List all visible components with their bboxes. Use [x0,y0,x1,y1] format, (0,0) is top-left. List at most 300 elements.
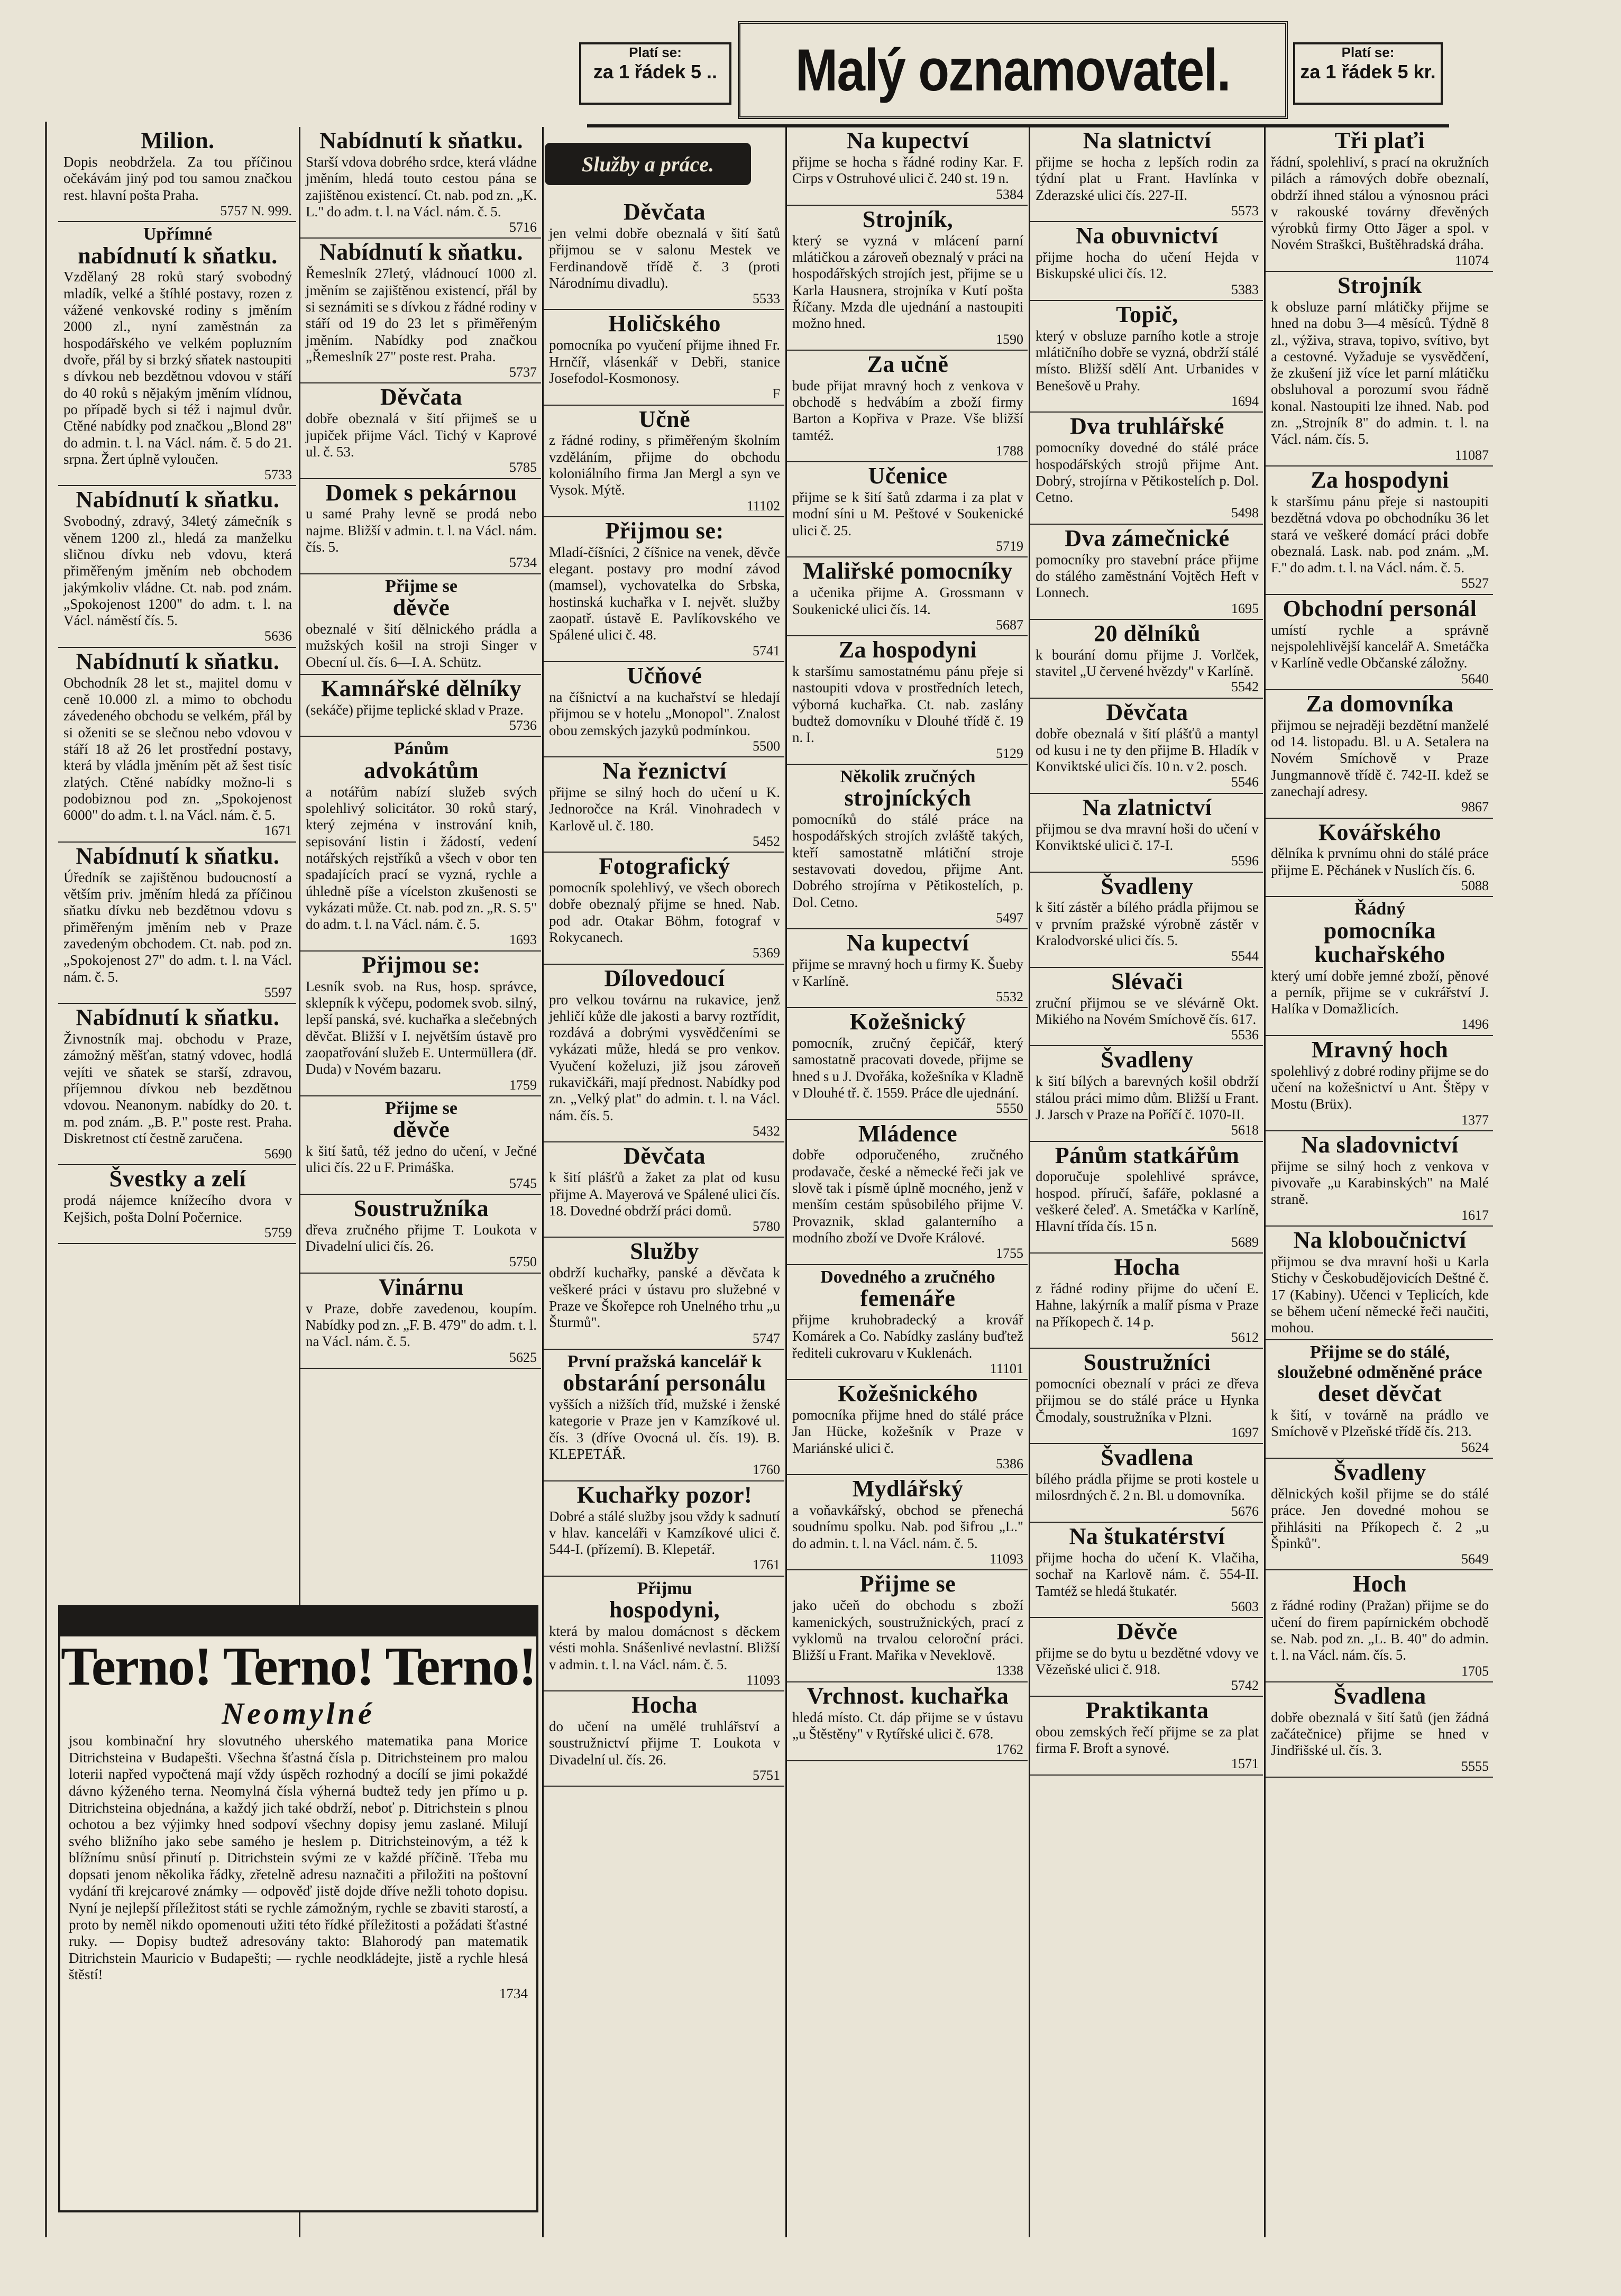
ad-heading: Nabídnutí k sňatku. [76,487,280,513]
classified-ad [1030,301,1263,413]
ad-heading: Na obuvnictví [1076,223,1219,249]
ad-heading: Kožešnického [837,1380,978,1407]
terno-body: jsou kombinační hry slovutného uherského matematika pana Morice Ditrichsteina v Budapešti. Všechna šťastná čísla p. Ditrichsteinem pro malou loterii napřed vypočtená mají vždy úspěch rozhodný a docílí se jimi pokaždé dávno kýženého terna. Neomylná čísla výherná budtež tedy jen přímo u p. Ditrichsteina objednána, a každý jich také obdrží, neboť p. Ditrichstein s plnou ochotou a bez výjimky hned sodpoví všechny dopisy jemu zaslané. Milují svého bližního jako sebe samého je heslem p. Ditrichsteinovým, a též k blížnímu snůsí přinutí p. Ditrichstein svými ze v každé příčině. Třeba mu dopsati jenom několika řádky, zřetelně adresu naznačiti a přiložiti na poštovní vydání tři krejcarové známky — odpověď jistě dojde dříve nežli tohoto dopisu. Nyní je nejlepší příležitost státi se rychle zámožným, rychle se zbaviti starostí, a proto by neměl nikdo opomenouti užiti této řídké příležitosti a požádati šťastné ruky. — Dopisy budtež adresovány takto: Blahorodý pan matematik Ditrichstein Mauricio v Budapešti; — rychle neodkládejte, jistě a rychle hlesá štěstí! [69,1733,528,1983]
classified-ad [58,1004,296,1165]
classified-ad [1266,1459,1493,1570]
ad-body: Vzdělaný 28 roků starý svobodný mladík, velké a štíhlé postavy, rozen z vážené venkovské rodiny s jměním 2000 zl., nyní zaměstnán za hospodářského ve velkém popluzním dvoře, přál by si brzký sňatek nastoupiti s dívkou neb bezdětnou vdovou v stáří do 40 roků s nějakým jměním vlídnou, po případě bych si též i najmul dvůr. Ctěné nabídky pod značkou „Blond 28" do admin. t. l. na Václ. nám. č. 5 do 21. srpna. Žert úplně vyloučen. [63,269,292,467]
ad-body: z řádné rodiny (Pražan) přijme se do učení do firem papírnickém obchodě se. Nab. pod zn. „L. B. 40" do admin. t. l. na Václ. nám. čís. 5. [1271,1597,1489,1663]
classified-ad [787,206,1028,351]
classified-ad [1266,1036,1493,1131]
classified-ad [1266,819,1493,898]
ad-heading: obstarání personálu [563,1370,766,1396]
ad-heading: Mydlářský [852,1476,964,1502]
ad-body: která by malou domácnost s děckem vésti mohla. Snášenlivé nevlastní. Bližší v admin. t. l. na Václ. nám. č. 5. [549,1623,780,1672]
classified-ad [787,351,1028,462]
classified-ad [300,1274,541,1369]
ad-body: z řádné rodiny, s přiměřeným školním vzděláním, přijme do obchodu koloniálního firma Jan Mergl a syn ve Vysok. Mýtě. [549,432,780,498]
ad-number: 5750 [509,1254,537,1270]
ad-body: obou zemských řečí přijme se za plat firma F. Broft a synové. [1036,1723,1259,1757]
ad-number: 1760 [753,1462,780,1478]
ad-number: 5780 [753,1219,780,1234]
ad-number: 5736 [509,718,537,734]
ad-number: 5386 [996,1456,1023,1471]
ad-number: 5757 N. 999. [220,203,292,218]
ad-heading: Holičského [608,310,721,337]
ad-body: pomocníka po vyučení přijme ihned Fr. Hrnčíř, vlásenkář v Debři, stanice Josefodol-Kosmonosy. [549,337,780,386]
price-value: za 1 řádek 5 kr. [1300,61,1436,83]
ad-subheading: Upřímné [143,224,213,244]
classified-ad [1266,595,1493,690]
classified-ad [544,965,784,1143]
ad-number: 5640 [1461,671,1489,687]
ad-body: obeznalé v šití dělnického prádla a mužských košil na stroji Singer v Obecní ul. čís. 6—I. A. Schütz. [306,620,537,670]
ad-number: 5527 [1461,575,1489,591]
ad-number: 1697 [1231,1424,1259,1440]
ad-body: přijme se k šití šatů zdarma i za plat v modní síni u M. Peštové v Soukenické ulici č. 25. [792,489,1023,538]
ad-number: 5785 [509,460,537,475]
ad-number: 1617 [1461,1207,1489,1223]
ad-body: pomocníky dovedné do stálé práce hospodářských strojů přijme Ant. Dobrý, strojírna v Pětikostelích p. Dol. Cetno. [1036,440,1259,506]
ad-body: dobře odporučeného, zručného prodavače, české a německé řeči jak ve slově tak i písmě úplně mocného, jenž v menším cestám spůsobilého přijme V. Provaznik, sklad galanterního a modního zboží ve Dvoře Králové. [792,1147,1023,1246]
classified-ad [1030,1142,1263,1254]
ad-body: a učenika přijme A. Grossmann v Soukenické ulici čís. 14. [792,584,1023,617]
ad-body: Živnostník maj. obchodu v Praze, zámožný měšťan, statný vdovec, hodlá vejíti ve sňatek se starší, zdravou, příjemnou dívkou neb bezdětnou vdovou. Neanonym. nabídky do 20. t. m. pod znám. „B. P." poste rest. Praha. Diskretnost ctí čestně zaručena. [63,1031,292,1146]
ad-body: hledá místo. Ct. dáp přijme se v ústavu „u Štěstěny" v Rytířské ulici č. 678. [792,1709,1023,1742]
ad-heading: Fotografický [599,853,730,880]
ad-body: doporučuje spolehlivé správce, hospod. příručí, šafáře, poklasné a veškeré čeleď. A. Smetáčka v Karlíně, Hlavní třída čís. 15 n. [1036,1168,1259,1234]
ad-number: 5733 [264,467,292,483]
column-5 [1029,127,1263,2237]
terno-subtitle: Neomylné [222,1696,375,1731]
ad-body: přijmou se dva mravní hoši do učení v Konviktské ulici č. 17-I. [1036,820,1259,853]
ad-subheading: Několik zručných [840,766,976,786]
ad-number: 1377 [1461,1112,1489,1128]
ad-body: bílého prádla přijme se proti kostele u milosrdných č. 2 n. Bl. u domovníka. [1036,1471,1259,1504]
classified-ad [544,853,784,964]
ad-heading: Pánům statkářům [1055,1142,1240,1168]
ad-body: k staršímu pánu přeje si nastoupiti bezdětná vdova po obchodníku 36 let stará ve veškeré domácí práci dobře obeznalá. Lask. nab. pod znám. „M. F." do adm. t. l. na Václ. nám. č. 5. [1271,493,1489,576]
classified-ad [544,198,784,310]
ad-heading: Švadleny [1101,1047,1194,1073]
ad-body: přijme se silný hoch z venkova v pivovaře „u Karabinských" na Malé straně. [1271,1158,1489,1208]
ad-subheading: Přijme se [385,1098,457,1118]
ad-heading: Vrchnost. kuchařka [807,1682,1009,1709]
ad-heading: Mravný hoch [1311,1036,1449,1063]
ad-heading: Hocha [631,1692,698,1718]
classified-ad [300,675,541,737]
ad-body: k šití plášťů a žaket za plat od kusu přijme A. Mayerová ve Spálené ulici čís. 18. Dovedné obdrží práci domů. [549,1169,780,1219]
ad-number: 5596 [1231,853,1259,869]
ad-heading: Soustružníka [353,1195,489,1221]
ad-number: 5129 [996,745,1023,761]
price-value: za 1 řádek 5 .. [593,61,718,83]
classified-ad [1030,1618,1263,1697]
ad-heading: Na kupectví [846,930,969,956]
classified-ad [787,636,1028,765]
classified-ad [1266,1570,1493,1682]
classified-ad [544,1350,784,1481]
ad-number: 5533 [753,291,780,307]
ad-number: 1671 [264,823,292,839]
price-box-right [1293,42,1443,105]
ad-body: pomocníků do stálé práce na hospodářských strojích zvláště takých, kteří samostatně mlátiční stroje sestavovati dovedou, přijme Ant. Dobrého strojírna v Pětikostelích, p. Dol. Cetno. [792,811,1023,910]
ad-heading: advokátům [363,757,479,783]
classified-ad [300,239,541,383]
ad-number: 5452 [753,833,780,849]
ad-subheading: Přijme se [385,576,457,596]
ad-number: 9867 [1461,799,1489,815]
ad-number: 5716 [509,219,537,235]
ad-body: Svobodný, zdravý, 34letý zámečník s věnem 1200 zl., hledá za manželku sličnou dívku neb vdovu, která přiměřeným jměním neb obchodem jakýmkoliv vládne. Ct. nab. pod znám. „Spokojenost 1200" do adm. t. l. na Václ. náměstí čís. 5. [63,513,292,629]
classified-ad [300,1096,541,1195]
classified-ad [787,929,1028,1008]
ad-number: 5369 [753,945,780,961]
ad-number: 1496 [1461,1017,1489,1032]
ad-heading: Na slatnictví [1083,127,1212,153]
ad-heading: Na kloboučnictví [1293,1227,1467,1253]
ad-heading: Na štukatérství [1069,1523,1225,1550]
ad-number: 5612 [1231,1329,1259,1345]
ad-heading: Na kupectví [846,127,969,153]
ad-number: 5603 [1231,1598,1259,1614]
ad-heading: Nabídnutí k sňatku. [76,1004,280,1031]
ad-number: 5597 [264,984,292,1000]
ad-heading: Hoch [1352,1571,1407,1597]
column-1 [58,127,296,1597]
ad-number: 1693 [509,932,537,948]
ad-heading: Děvčata [624,199,706,225]
classified-ad [1030,413,1263,524]
ad-body: dělnických košil přijme se do stálé práce. Jen dovedné mohou se přihlásiti na Příkopech č. 2 „u Špinků". [1271,1485,1489,1551]
ad-body: dřeva zručného přijme T. Loukota v Divadelní ulici čís. 26. [306,1221,537,1255]
ad-heading: Vinárnu [379,1274,464,1300]
ad-heading: Švadleny [1101,873,1194,899]
ad-heading: Hocha [1114,1254,1180,1280]
ad-number: 5544 [1231,948,1259,964]
ad-number: 5573 [1231,203,1259,218]
classified-ad [1266,897,1493,1036]
ad-number: F [772,386,780,402]
classified-ad [1030,525,1263,620]
ad-heading: Za domovníka [1306,690,1454,717]
ad-number: 5747 [753,1330,780,1346]
ad-number: 1571 [1231,1756,1259,1772]
classified-ad [1030,794,1263,873]
ad-body: prodá nájemce knížecího dvora v Kejšich, pošta Dolní Počernice. [63,1192,292,1225]
classified-ad [544,1481,784,1577]
ad-body: přijme se do bytu u bezdětné vdovy ve Vězeňské ulici č. 918. [1036,1645,1259,1678]
classified-ad [58,222,296,486]
classified-ad [787,557,1028,636]
classified-ad [1266,466,1493,595]
ad-body: z řádné rodiny přijme do učení E. Hahne, lakýrník a malíř písma v Praze na Příkopech č. 14 p. [1036,1280,1259,1330]
ad-body: pomocníky pro stavební práce přijme do stálého zaměstnání Vojtěch Heft v Lonnech. [1036,551,1259,601]
ad-body: k šití zástěr a bílého prádla přijmou se v prvním pražské výrobně zástěr v Kralodvorské ulici čís. 5. [1036,899,1259,949]
classified-ad [1266,1131,1493,1227]
price-box-left [579,42,731,105]
ad-number: 5751 [753,1768,780,1783]
ad-heading: Soustružníci [1083,1349,1211,1376]
masthead [579,21,1441,119]
ad-number: 1705 [1461,1663,1489,1679]
ad-number: 5500 [753,738,780,754]
ad-heading: Přijmou se: [362,952,481,978]
classified-ad [1030,1697,1263,1776]
ad-heading: Topič, [1116,301,1178,327]
classified-ad [1030,1349,1263,1444]
ad-body: Mladí-číšníci, 2 číšnice na venek, děvče elegant. postavy pro modní závod (mamsel), vychovatelka do Srbska, hostinská kuchařka v I. největ. služby zaopatř. ústavě E. Pavlíkovského ve Spálené ulici č. 48. [549,544,780,643]
section-label: Služby a práce. [545,143,751,185]
ad-heading: Kamnářské dělníky [321,675,521,701]
column-6 [1264,127,1493,2237]
ad-number: 5536 [1231,1027,1259,1043]
page-title: Malý oznamovatel. [795,37,1230,103]
classified-ad [787,1120,1028,1265]
ad-heading: Děvčata [380,384,462,410]
ad-number: 5737 [509,364,537,380]
ad-body: přijmou se dva mravní hoši u Karla Stichy v Českobudějovicích Deštné č. 17 (Kabiny). Učenci v Teplicích, kde se během učení německé řeči naučiti, mohou. [1271,1253,1489,1336]
classified-ad [787,765,1028,929]
ad-heading: femenáře [860,1285,956,1311]
terno-band [60,1607,536,1636]
ad-number: 5649 [1461,1551,1489,1567]
ad-number: 5687 [996,617,1023,633]
ad-heading: děvče [392,594,450,621]
ad-heading: Švadlena [1333,1682,1426,1709]
classified-ad [1030,699,1263,794]
ad-body: k obsluze parní mlátičky přijme se hned na dobu 3—4 měsíců. Týdně 8 zl., výživa, strava, topivo, svítivo, byt a cestovné. Vyžaduje se vysvědčení, že zkušení již více let parní mlátičku obsluhoval a porozumí svou řádně konal. Nastoupiti lze ihned. Nab. pod zn. „Strojník 8" do admin. t. l. na Václ. nám. čís. 5. [1271,298,1489,447]
ad-heading: Obchodní personál [1283,595,1477,621]
ad-body: přijme kruhobradecký a krovář Komárek a Co. Nabídky zaslány buďtež řediteli cukrovaru v Kuklenách. [792,1311,1023,1361]
ad-heading: Nabídnutí k sňatku. [319,127,523,153]
ad-body: přijme se silný hoch do učení u K. Jednoročce na Král. Vinohradech v Karlově ul. č. 180. [549,784,780,834]
ad-body: řádní, spolehliví, s prací na okružních pilách a rámových dobře obeznalí, obdrží ihned stálou a výnosnou práci v rakouské továrny dřevěných výrobků firmy Otto Jäger a spol. v Novém Straškci, Buštěhradská dráha. [1271,153,1489,253]
ad-heading: Praktikanta [1085,1697,1209,1723]
page-left-border [45,122,47,2237]
classified-ad [1030,1254,1263,1349]
ad-number: 1338 [996,1663,1023,1679]
ad-body: v Praze, dobře zavedenou, koupím. Nabídky pod zn. „F. B. 479" do adm. t. l. na Václ. nám. č. 5. [306,1300,537,1350]
classified-ad [1030,1046,1263,1141]
ad-body: (sekáče) přijme teplické sklad v Praze. [306,701,524,718]
classified-ad [787,1380,1028,1475]
classifieds-page [58,127,1489,2237]
ad-subheading: Přijme se do stálé, sloužebné odměněné práce [1277,1342,1482,1382]
ad-heading: Švadleny [1333,1459,1426,1486]
ad-body: k šití, v továrně na prádlo ve Smíchově v Plzeňské třídě čís. 213. [1271,1407,1489,1440]
classified-ad [544,757,784,853]
classified-ad [1030,1523,1263,1618]
ad-body: přijme se mravný hoch u firmy K. Šueby v Karlíně. [792,956,1023,989]
ad-heading: Kuchařky pozor! [576,1481,753,1508]
ad-body: Obchodník 28 let st., majitel domu v ceně 10.000 zl. a mimo to obchodu závedeného obchodu se velkém, přál by si oženiti se se slečnou nebo vdovou v stáří 18 až 26 let prostřední postavy, která by vládla jměním pět až šest tisíc zlatých. Ctěné nabídky možno-li s podobiznou pod zn. „Spokojenost 6000" do adm. t. l. na Václ. nám. č. 5. [63,674,292,824]
classified-ad [544,1577,784,1692]
ad-body: u samé Prahy levně se prodá nebo najme. Bližší v admin. t. l. na Václ. nám. čís. 5. [306,506,537,555]
ad-heading: Přijme se [859,1571,956,1597]
classified-ad [544,1238,784,1349]
ad-body: dobře obeznalá v šití přijmeš se u jupiček přijme Václ. Tichý v Kaprové ul. č. 53. [306,410,537,460]
ad-body: který v obsluze parního kotle a stroje mlátičního dobře se vyzná, obdrží stálé místo. Bližší sdělí Ant. Urbanides v Benešově u Prahy. [1036,327,1259,394]
ad-heading: Dva zámečnické [1065,525,1230,551]
ad-heading: Učně [638,406,691,432]
ad-number: 1788 [996,443,1023,459]
ad-heading: Nabídnutí k sňatku. [319,239,523,266]
ad-heading: Mládence [858,1120,958,1147]
ad-heading: Děvče [1116,1618,1178,1645]
ad-body: Dobré a stálé služby jsou vždy k sadnutí v hlav. kanceláři v Kamzíkové ulici č. 544-I. (přízemí). B. Klepetář. [549,1508,780,1558]
ad-heading: Dílovedoucí [604,965,725,991]
classified-ad [300,479,541,574]
ad-body: pomocníka přijme hned do stálé práce Jan Hücke, kožešník v Praze v Mariánské ulici č. [792,1406,1023,1456]
classified-ad [1030,968,1263,1047]
classified-ad [1266,127,1493,272]
terno-advertisement [58,1605,538,2212]
ad-heading: Nabídnutí k sňatku. [76,843,280,869]
ad-number: 5719 [996,538,1023,554]
ad-number: 5759 [264,1224,292,1240]
ad-body: k staršímu samostatnému pánu přeje si nastoupiti vdova v prostředních letech, výborná kuchařka. Ct. nab. zaslány budtež domovníku v Dlouhé třídě č. 19 n. I. [792,663,1023,746]
ad-body: Řemeslník 27letý, vládnoucí 1000 zl. jměním se zajištěnou existencí, přál by si seznámiti se s dívkou z řádné rodiny v stáří od 19 do 23 let s přiměřeným jměním. Nabídky pod značkou „Řemeslník 27" poste rest. Praha. [306,266,537,364]
ad-heading: hospodyni, [609,1597,720,1623]
classified-ad [300,574,541,675]
ad-body: do učení na umělé truhlářství a soustružnictví přijme T. Loukota v Divadelní ul. čís. 26. [549,1718,780,1768]
ad-heading: strojníckých [844,785,972,811]
classified-ad [58,843,296,1004]
ad-subheading: Pánům [393,739,449,759]
ad-body: jen velmi dobře obeznalá v šití šatů přijmou se v salonu Mestek ve Ferdinandově třídě č. 3 (proti Národnímu divadlu). [549,225,780,291]
classified-ad [1266,1682,1493,1778]
ad-heading: Milion. [141,127,215,153]
column-3 [542,127,784,2237]
ad-subheading: První pražská kancelář k [567,1351,762,1371]
ad-heading: Na řeznictví [602,758,727,784]
classified-ad [1030,620,1263,699]
classified-ad [300,1195,541,1274]
ad-body: a voňavkářský, obchod se přenechá soudnímu spolku. Nab. pod šifrou „L." do admin. t. l. na Václ. nám. č. 5. [792,1502,1023,1551]
ad-number: 5532 [996,989,1023,1004]
ad-subheading: Řádný [1354,899,1406,919]
ad-heading: Na sladovnictví [1301,1131,1459,1158]
ad-body: pomocníci obeznalí v práci ze dřeva přijmou se do stálé práce u Hynka Čmodaly, soustružníka v Plzni. [1036,1375,1259,1425]
ad-body: Úředník se zajištěnou budoucností a větším priv. jměním hledá za příčinou sňatku dívku neb bezdětnou vdovu s přiměřeným jměním neb v Praze zavedeným obchodem. Ct. nab. pod zn. „Spokojenost 27" do adm. t. l. na Václ. nám. č. 5. [63,869,292,985]
ad-number: 1694 [1231,394,1259,409]
ad-number: 5432 [753,1123,780,1139]
ad-heading: Strojník [1338,272,1422,299]
classified-ad [58,127,296,222]
classified-ad [787,1570,1028,1682]
classified-ad [1266,272,1493,466]
classified-ad [544,1142,784,1238]
ad-number: 5742 [1231,1677,1259,1693]
classified-ad [544,517,784,662]
ad-number: 5546 [1231,774,1259,790]
ad-heading: pomocníka kuchařského [1314,917,1445,967]
ad-heading: Kovářského [1318,819,1442,845]
ad-body: k bourání domu přijme J. Vorlček, stavitel „U červené hvězdy" v Karlíně. [1036,646,1259,680]
ad-body: umístí rychle a správně nejspolehlivější kancelář A. Smetáčka v Karlíně vedle Občanské záložny. [1271,621,1489,671]
ad-number: 5555 [1461,1758,1489,1774]
ad-body: Lesník svob. na Rus, hosp. správce, sklepník k výčepu, podomek svob. silný, lepší panská, své. kuchařka a slečebných děvčat. Bližší v I. největším ústavě pro zaopatřování služeb E. Untermüllera (dř. Duda) v Novém bazaru. [306,978,537,1077]
ad-number: 1695 [1231,600,1259,616]
ad-heading: Maliřské pomocníky [803,558,1013,584]
ad-subheading: Přijmu [637,1578,692,1598]
classified-ad [787,462,1028,557]
ad-body: na číšnictví a na kuchařství se hledají přijmou se v hotelu „Monopol". Znalost obou zemských jazyků podmínkou. [549,689,780,738]
ad-number: 5734 [509,555,537,571]
classified-ad [300,127,541,239]
ad-number: 1762 [996,1742,1023,1758]
ad-body: spolehlivý z dobré rodiny přijme se do učení na kožešnictví u Ant. Štěpy v Mostu (Brüx). [1271,1063,1489,1112]
classified-ad [1030,127,1263,222]
ad-number: 5542 [1231,679,1259,695]
ad-number: 11087 [1454,447,1489,463]
ad-heading: Strojník, [862,206,954,232]
classified-ad [544,310,784,405]
ad-number: 1755 [996,1246,1023,1261]
ad-number: 1759 [509,1077,537,1093]
ad-number: 5690 [264,1146,292,1162]
ad-number: 11101 [990,1360,1023,1376]
ad-number: 5088 [1461,878,1489,894]
ad-body: k šití šatů, též jedno do učení, v Ječné ulici čís. 22 u F. Primáška. [306,1143,537,1176]
ad-body: zruční přijmou se ve slévárně Okt. Mikiého na Novém Smíchově čís. 617. [1036,994,1259,1027]
ad-heading: Nabídnutí k sňatku. [76,648,280,674]
ad-body: přijme hocha do učení Hejda v Biskupské ulici čís. 12. [1036,249,1259,282]
ad-number: 5741 [753,643,780,658]
classified-ad [1030,873,1263,968]
classified-ad [1266,1340,1493,1459]
classified-ad [1030,222,1263,301]
ad-heading: Na zlatnictví [1082,794,1212,820]
ad-number: 5550 [996,1101,1023,1117]
ad-body: bude přijat mravný hoch z venkova v obchodě s hedvábím a zboží firmy Barton a Kopřiva v Praze. Vše bližší tamtéž. [792,377,1023,443]
ad-heading: Švadlena [1101,1444,1194,1471]
classified-ad [787,1008,1028,1120]
ad-body: jako učeň do obchodu s zboží kamenických, soustružnických, prací z vyklomů na trvalou celoroční práci. Bližší u Frant. Mařika v Neveklově. [792,1597,1023,1663]
ad-body: přijme se hocha s řádné rodiny Kar. F. Cirps v Ostruhové ulici č. 240 st. 19 n. [792,153,1023,187]
ad-heading: 20 dělníků [1094,620,1201,646]
ad-heading: nabídnutí k sňatku. [78,242,278,269]
ad-number: 5497 [996,910,1023,926]
title-frame [738,21,1288,119]
ad-heading: Učňové [627,663,702,689]
ad-body: pomocník, zručný čepičář, který samostatně pracovati dovede, přijme se hned s u J. Dvořáka, kožešníka v Kladně v Dlouhé tř. č. 1559. Práce dle ujednání. [792,1035,1023,1101]
ad-body: a notářům nabízí služeb svých spolehlivý solicitátor. 30 roků starý, který zejména v instrování knih, sepisování listin i žádostí, vedení notářských rejstříků a všech v obor ten spadajících prací se vyzná, rychle a úhledně píše a vícelston zkušenosti se vykázati může. Ct. nab. pod zn. „R. S. 5" do adm. t. l. na Václ. nám. č. 5. [306,783,537,932]
ad-heading: Švestky a zelí [109,1166,246,1192]
ad-number: 5383 [1231,281,1259,297]
ad-heading: Za učně [867,351,949,377]
ad-body: Dopis neobdržela. Za tou příčinou očekávám jiný pod tou samou značkou rest. hlavní pošta Praha. [63,153,292,203]
ad-body: vyšších a nižších tříd, mužské i ženské kategorie v Praze jen v Kamzíkové ul. čís. 3 (dříve Ovocná ul. čís. 19). B. KLEPETÁŘ. [549,1396,780,1462]
ad-body: Starší vdova dobrého srdce, která vládne jměním, hledá touto cestou pána se zajištěnou existencí. Ct. nab. pod zn. „K. L." do adm. t. l. na Václ. nám. č. 5. [306,153,537,219]
classified-ad [1266,690,1493,819]
ad-number: 5498 [1231,505,1259,521]
ad-body: přijme se hocha z lepších rodin za týdní plat u Frant. Havlínka v Zderazské ulici čís. 227-II. [1036,153,1259,203]
classified-ad [300,737,541,951]
ad-body: obdrží kuchařky, panské a děvčata k veškeré práci v ústavu pro služebné v Praze ve Škořepce roh Unelného trhu „u Šturmů". [549,1265,780,1331]
ad-body: k šití bílých a barevných košil obdrží stálou práci mimo dům. Bližší u Frant. J. Jarsch v Praze na Poříčí č. 1070-II. [1036,1073,1259,1122]
ad-body: dobře obeznalá v šití šatů (jen žádná začátečnice) přijme se hned v Jindřišské ul. čís. 3. [1271,1709,1489,1759]
ad-body: přijme hocha do učení K. Vlačiha, sochař na Karlově nám. č. 554-II. Tamtéž se hledá štukatér. [1036,1549,1259,1599]
classified-ad [787,1475,1028,1570]
ad-body: dobře obeznalá v šití plášťů a mantyl od kusu i ne ty den přijme B. Hladík v Konviktské ulici čís. 10 n. v 2. posch. [1036,725,1259,775]
ad-heading: deset děvčat [1317,1380,1442,1407]
classified-ad [544,1691,784,1787]
ad-number: 5689 [1231,1234,1259,1250]
ad-number: 5624 [1461,1439,1489,1455]
classified-ad [58,648,296,843]
ad-heading: Služby [630,1238,699,1265]
